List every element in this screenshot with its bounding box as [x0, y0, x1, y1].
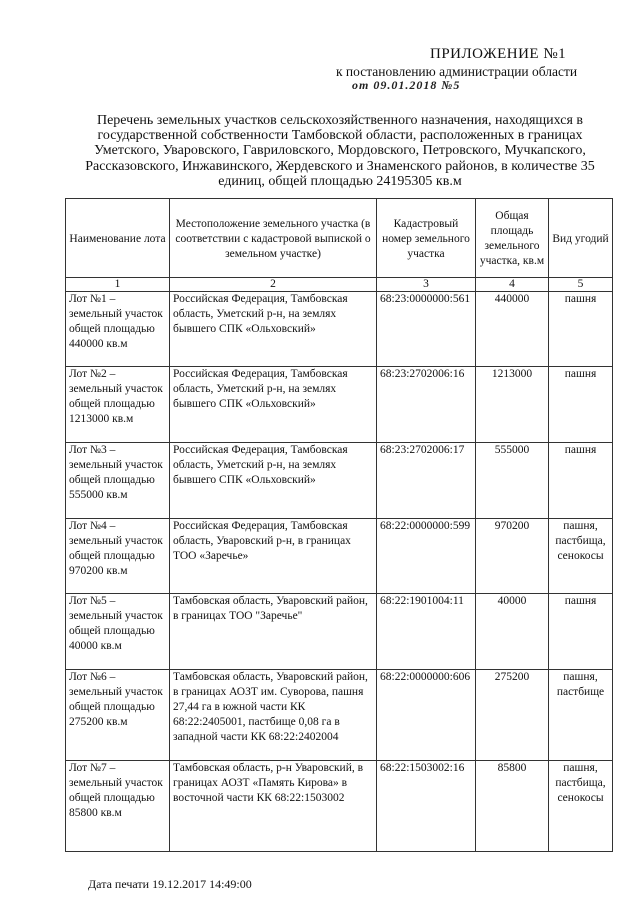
land-use-type: пашня: [549, 594, 613, 670]
appendix-subtitle: к постановлению администрации области: [336, 64, 578, 79]
handwritten-date: от 09.01.2018 №5: [352, 78, 461, 92]
lot-area: 40000: [476, 594, 549, 670]
land-use-type: пашня, пастбища, сенокосы: [549, 519, 613, 594]
table-row: [66, 292, 613, 367]
land-use-type: пашня: [549, 367, 613, 443]
lot-location: Российская Федерация, Тамбовская область, Уметский р-н, на землях бывшего СПК «Ольховский»: [170, 367, 377, 443]
lot-area: 275200: [476, 670, 549, 761]
lot-location: Российская Федерация, Тамбовская область, Уваровский р-н, в границах ТОО «Заречье»: [170, 519, 377, 594]
column-number: 3: [377, 278, 476, 292]
table-row: [66, 443, 613, 519]
appendix-title: ПРИЛОЖЕНИЕ №1: [430, 46, 567, 62]
lot-name: Лот №6 – земельный участок общей площадью 275200 кв.м: [66, 670, 170, 761]
cadastral-number: 68:23:0000000:561: [377, 292, 476, 367]
table-header-row: [66, 199, 613, 278]
land-use-type: пашня, пастбища, сенокосы: [549, 761, 613, 852]
lot-name: Лот №4 – земельный участок общей площадью 970200 кв.м: [66, 519, 170, 594]
cadastral-number: 68:23:2702006:16: [377, 367, 476, 443]
lot-location: Тамбовская область, Уваровский район, в границах ТОО "Заречье": [170, 594, 377, 670]
column-header-land-use: Вид угодий: [549, 199, 613, 278]
table-row: [66, 519, 613, 594]
column-number: 4: [476, 278, 549, 292]
cadastral-number: 68:22:1503002:16: [377, 761, 476, 852]
column-header-location: Местоположение земельного участка (в соответствии с кадастровой выпиской о земельном участке): [170, 199, 377, 278]
column-number-row: [66, 278, 613, 292]
lot-location: Российская Федерация, Тамбовская область, Уметский р-н, на землях бывшего СПК «Ольховский»: [170, 292, 377, 367]
cadastral-number: 68:22:0000000:606: [377, 670, 476, 761]
table-row: [66, 670, 613, 761]
table-row: [66, 367, 613, 443]
lot-area: 970200: [476, 519, 549, 594]
cadastral-number: 68:23:2702006:17: [377, 443, 476, 519]
column-header-cadastral: Кадастровый номер земельного участка: [377, 199, 476, 278]
lot-name: Лот №3 – земельный участок общей площадью 555000 кв.м: [66, 443, 170, 519]
land-use-type: пашня: [549, 292, 613, 367]
column-number: 5: [549, 278, 613, 292]
lot-area: 440000: [476, 292, 549, 367]
lot-area: 555000: [476, 443, 549, 519]
column-number: 1: [66, 278, 170, 292]
lot-area: 1213000: [476, 367, 549, 443]
lot-location: Тамбовская область, Уваровский район, в границах АОЗТ им. Суворова, пашня 27,44 га в южной части КК 68:22:2405001, пастбище 0,08 га в западной части КК 68:22:2402004: [170, 670, 377, 761]
document-title: Перечень земельных участков сельскохозяйственного назначения, находящихся в государственной собственности Тамбовской области, расположенных в границах Уметского, Уваровского, Гавриловского, Мордовского, Петровского, Мучкапского, Рассказовского, Инжавинского, Жердевского и Знаменского районов, в количестве 35 единиц, общей площадью 24195305 кв.м: [85, 113, 595, 189]
lot-name: Лот №5 – земельный участок общей площадью 40000 кв.м: [66, 594, 170, 670]
lot-name: Лот №2 – земельный участок общей площадью 1213000 кв.м: [66, 367, 170, 443]
print-date: Дата печати 19.12.2017 14:49:00: [88, 877, 252, 891]
lot-area: 85800: [476, 761, 549, 852]
column-header-lot: Наименование лота: [66, 199, 170, 278]
table-row: [66, 761, 613, 852]
lot-location: Тамбовская область, р-н Уваровский, в границах АОЗТ «Память Кирова» в восточной части КК 68:22:1503002: [170, 761, 377, 852]
land-use-type: пашня: [549, 443, 613, 519]
lot-name: Лот №1 – земельный участок общей площадью 440000 кв.м: [66, 292, 170, 367]
lot-location: Российская Федерация, Тамбовская область, Уметский р-н, на землях бывшего СПК «Ольховский»: [170, 443, 377, 519]
table-row: [66, 594, 613, 670]
cadastral-number: 68:22:1901004:11: [377, 594, 476, 670]
column-header-area: Общая площадь земельного участка, кв.м: [476, 199, 549, 278]
lot-name: Лот №7 – земельный участок общей площадью 85800 кв.м: [66, 761, 170, 852]
land-use-type: пашня, пастбище: [549, 670, 613, 761]
cadastral-number: 68:22:0000000:599: [377, 519, 476, 594]
land-lots-table: [65, 198, 613, 852]
column-number: 2: [170, 278, 377, 292]
